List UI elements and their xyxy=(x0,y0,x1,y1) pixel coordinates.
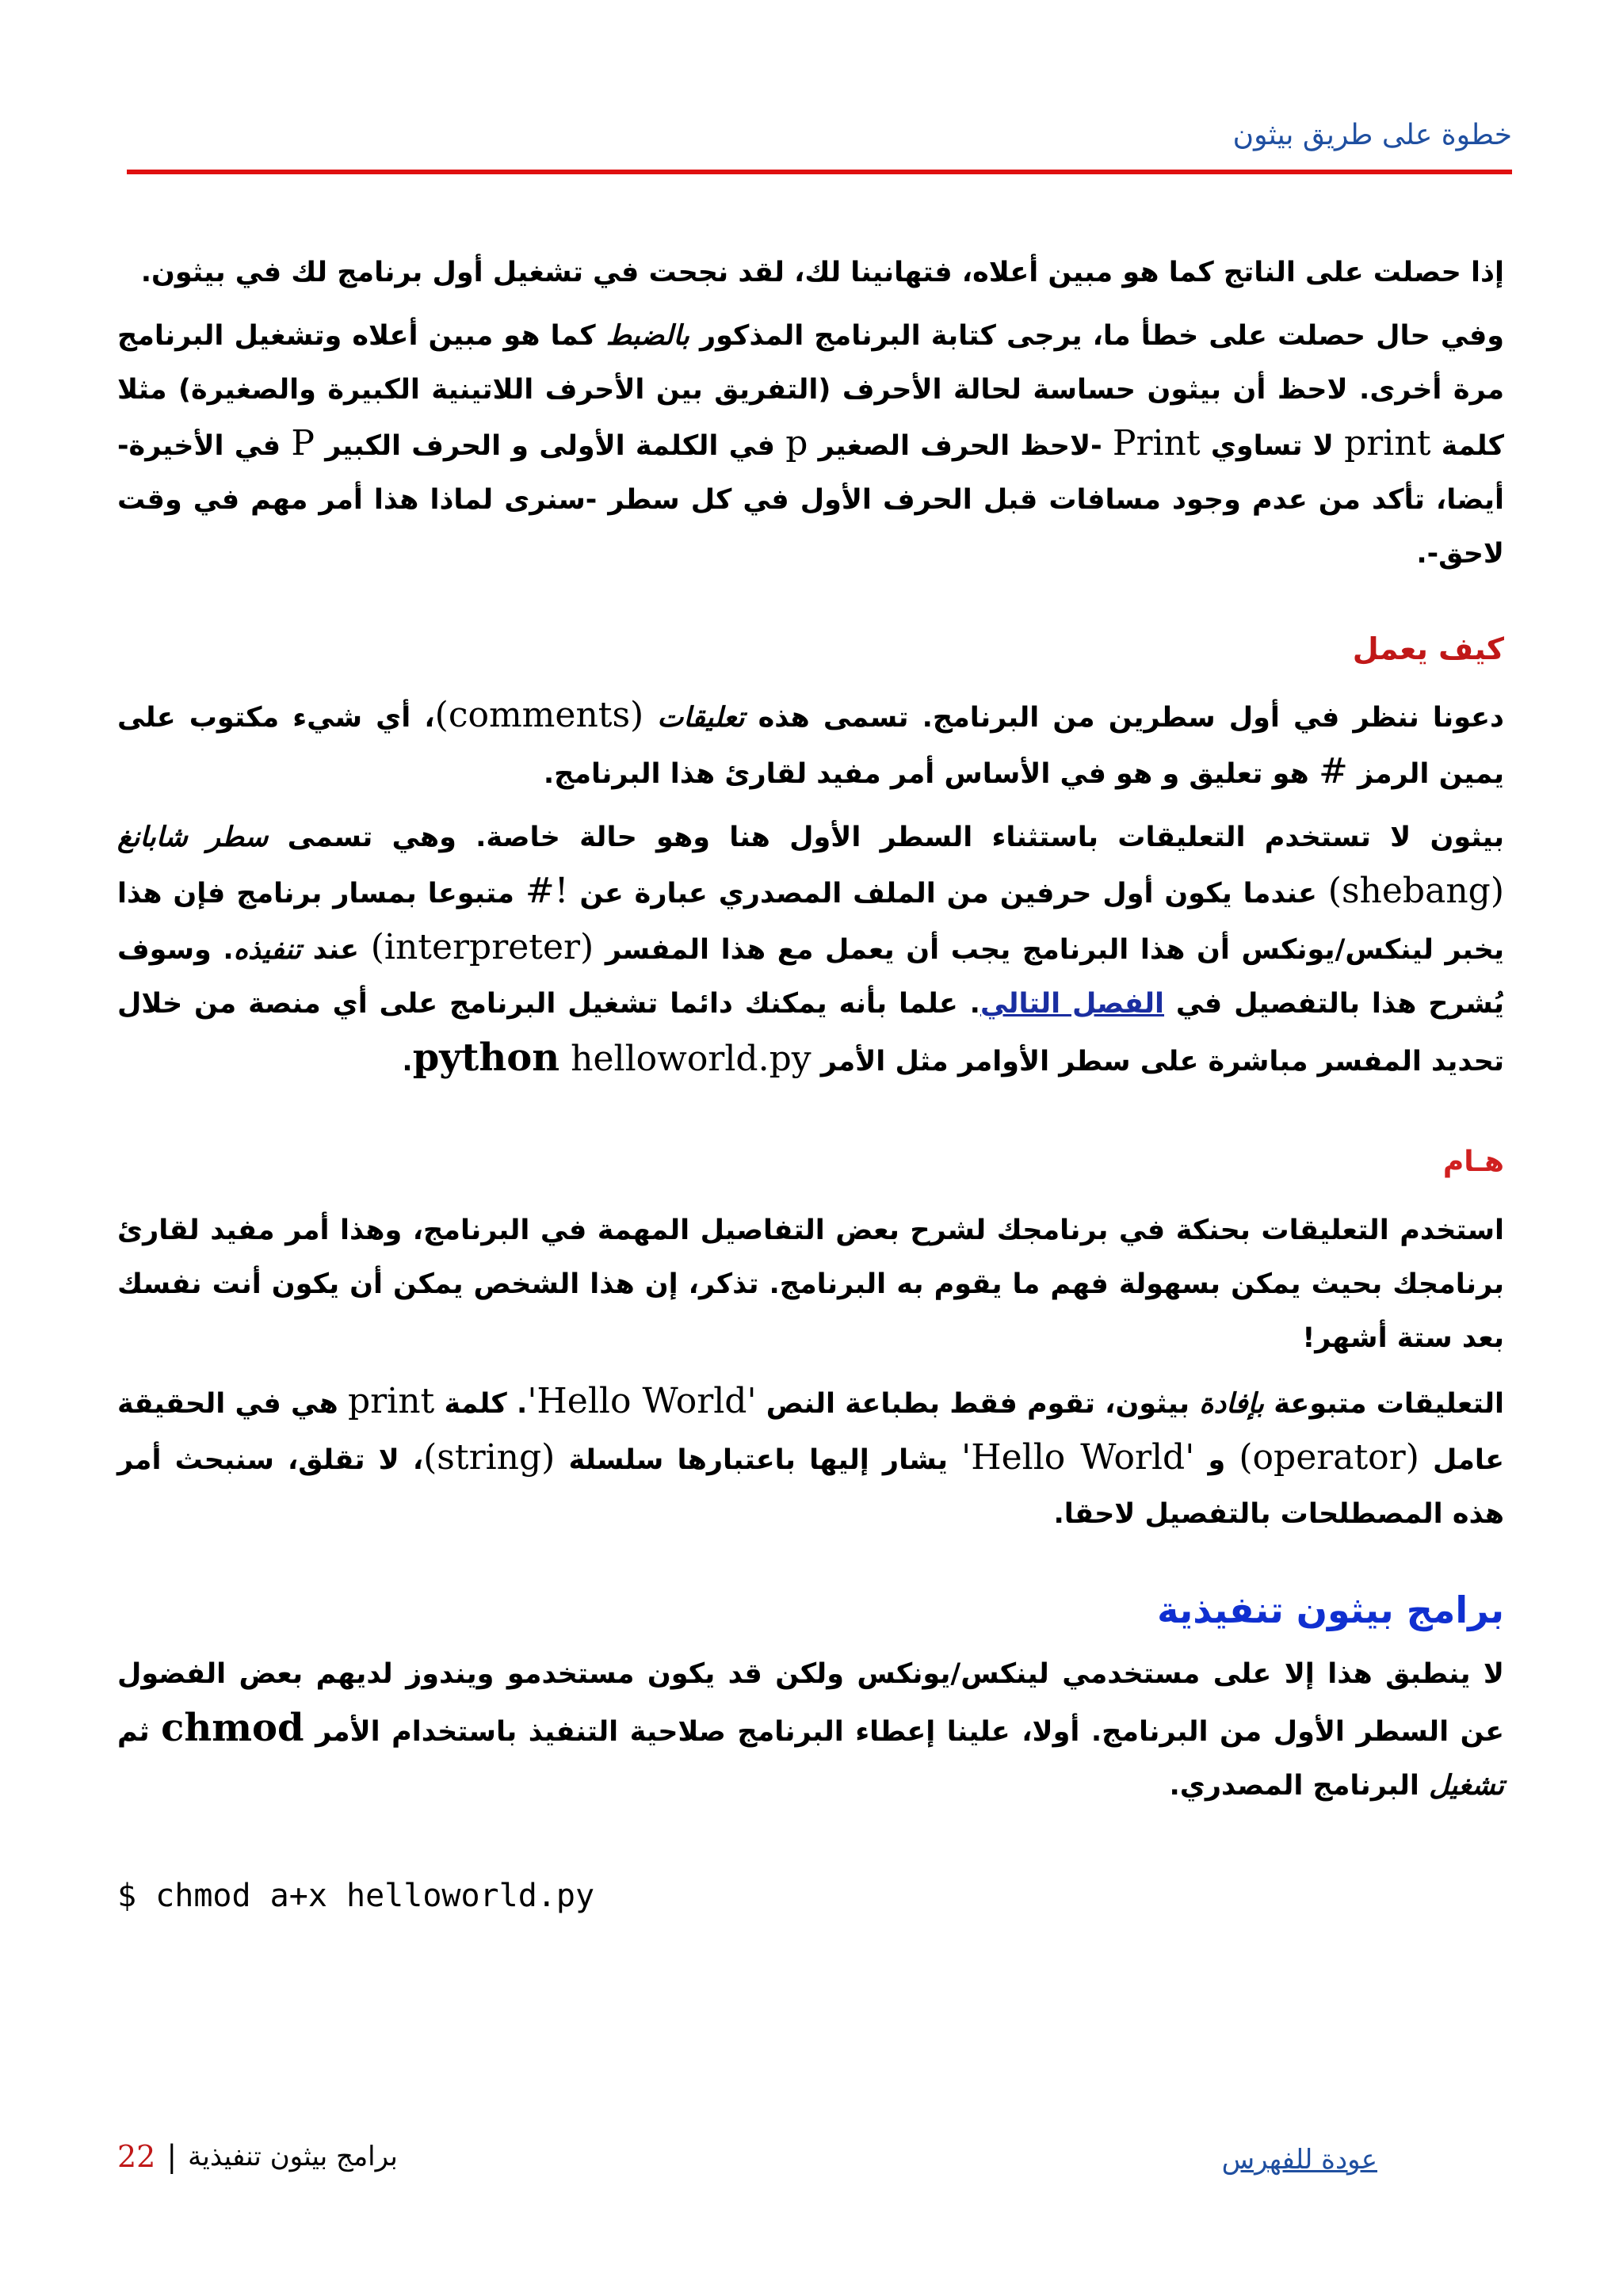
paragraph-print-statement xyxy=(117,1375,1504,1541)
emphasis-text: بإفادة xyxy=(1199,1388,1264,1420)
paragraph-comments xyxy=(117,688,1504,801)
page-content xyxy=(117,246,1504,1914)
emphasis-text: بالضبط xyxy=(605,320,689,352)
paragraph-shebang xyxy=(117,810,1504,1089)
text-run: عندما يكون أول حرفين من الملف المصدري عبارة عن xyxy=(568,878,1328,910)
command-name: python xyxy=(412,1035,560,1080)
code-term: print xyxy=(1344,423,1431,463)
code-term: # xyxy=(1319,751,1348,791)
emphasis-text: سطر شابانغ xyxy=(117,822,269,853)
code-term: chmod xyxy=(161,1706,304,1750)
text-run: في الأخيرة- أيضا، تأكد من عدم وجود مسافات قبل الحرف الأول في كل سطر -سنرى لماذا هذا أمر مهم في وقت لاحق-. xyxy=(117,430,1504,570)
text-run: البرنامج المصدري. xyxy=(1169,1770,1430,1802)
code-block: $ chmod a+x helloworld.py xyxy=(117,1878,595,1914)
text-run: -لاحظ الحرف الصغير xyxy=(808,430,1113,462)
text-run: . علما بأنه يمكنك دائما تشغيل البرنامج على أي منصة من خلال تحديد المفسر مباشرة على سطر الأوامر مثل الأمر xyxy=(117,988,1504,1077)
text-run: . xyxy=(402,1046,413,1077)
code-term: 'Hello World' xyxy=(961,1437,1195,1478)
paragraph-success: إذا حصلت على الناتج كما هو مبين أعلاه، فتهانينا لك، لقد نجحت في تشغيل أول برنامج لك في بيثون. xyxy=(140,257,1504,288)
footer-chapter-info xyxy=(117,2139,398,2174)
paragraph-error-case xyxy=(117,309,1504,581)
footer-separator: | xyxy=(166,2139,178,2174)
text-run: بيثون، تقوم فقط بطباعة النص xyxy=(756,1388,1200,1420)
emphasis-text: تشغيل xyxy=(1429,1770,1504,1802)
code-term: print xyxy=(347,1381,435,1421)
code-term: (operator) xyxy=(1239,1437,1419,1478)
code-term: 'Hello World' xyxy=(527,1381,757,1421)
text-run: التعليقات متبوعة xyxy=(1263,1388,1504,1420)
text-run: يشار إليها باعتبارها سلسلة xyxy=(555,1444,962,1476)
emphasis-text: تعليقات xyxy=(657,702,745,734)
text-run: متبوعا بمسار برنامج فإن هذا يخبر لينكس/يونكس أن هذا البرنامج يجب أن يعمل مع هذا المفسر xyxy=(117,878,1504,966)
text-run: . كلمة xyxy=(434,1388,528,1420)
code-term: (shebang) xyxy=(1327,871,1504,911)
section-heading-executable: برامج بيثون تنفيذية xyxy=(1157,1589,1504,1631)
text-run: عند xyxy=(301,934,371,966)
code-term: Print xyxy=(1112,423,1201,463)
text-run: . وسوف يُشرح هذا بالتفصيل في xyxy=(117,934,1504,1020)
header-title: خطوة على طريق بيثون xyxy=(1232,119,1512,151)
text-run: لا ينطبق هذا إلا على مستخدمي لينكس/يونكس ولكن قد يكون مستخدمو ويندوز لديهم بعض الفضول عن السطر الأول من البرنامج. أولا، علينا إعطاء البرنامج صلاحية التنفيذ باستخدام الأمر xyxy=(117,1658,1504,1748)
text-run: دعونا ننظر في أول سطرين من البرنامج. تسمى هذه xyxy=(744,702,1505,734)
text-run: هو تعليق و هو في الأساس أمر مفيد لقارئ هذا البرنامج. xyxy=(543,758,1319,790)
page-number: 22 xyxy=(117,2139,156,2174)
text-run: ، لا تقلق، سنبحث أمر هذه المصطلحات بالتفصيل لاحقا. xyxy=(117,1444,1504,1530)
text-run: في الكلمة الأولى و الحرف الكبير xyxy=(314,430,786,462)
section-heading-how-it-works: كيف يعمل xyxy=(1352,631,1504,666)
text-run: ثم xyxy=(117,1716,162,1748)
header-divider xyxy=(127,170,1512,174)
footer-chapter-title: برامج بيثون تنفيذية xyxy=(188,2141,398,2172)
text-run: ، أي شيء مكتوب على يمين الرمز xyxy=(117,702,1504,790)
text-run: بيثون لا تستخدم التعليقات باستثناء السطر الأول هنا وهو حالة خاصة. وهي تسمى xyxy=(268,822,1504,853)
code-term: (comments) xyxy=(434,695,644,735)
back-to-index-link[interactable]: عودة للفهرس xyxy=(1221,2144,1377,2176)
command-example xyxy=(412,1035,812,1080)
emphasis-text: تنفيذه xyxy=(233,934,301,966)
code-term: (interpreter) xyxy=(370,927,594,967)
next-chapter-link[interactable]: الفصل التالي xyxy=(980,988,1165,1020)
text-run: هي في الحقيقة عامل xyxy=(117,1388,1504,1476)
text-run: كما هو مبين أعلاه وتشغيل البرنامج مرة أخرى. لاحظ أن بيثون حساسة لحالة الأحرف (التفريق بين الأحرف اللاتينية الكبيرة والصغيرة) مثلا كلمة xyxy=(117,320,1504,462)
code-term: #! xyxy=(525,871,569,911)
paragraph-chmod xyxy=(117,1647,1504,1813)
code-term: (string) xyxy=(423,1437,556,1478)
text-run: وفي حال حصلت على خطأ ما، يرجى كتابة البرنامج المذكور xyxy=(689,320,1504,352)
code-term: p xyxy=(785,423,808,463)
paragraph-important-note: استخدم التعليقات بحنكة في برنامجك لشرح بعض التفاصيل المهمة في البرنامج، وهذا أمر مفيد لقارئ برنامجك بحيث يمكن بسهولة فهم ما يقوم به البرنامج. تذكر، إن هذا الشخص يمكن أن يكون أنت نفسك بعد ستة أشهر! xyxy=(117,1215,1504,1354)
text-run: لا تساوي xyxy=(1200,430,1345,462)
command-args: helloworld.py xyxy=(559,1039,812,1079)
note-heading: هـام xyxy=(1442,1146,1504,1178)
text-run: و xyxy=(1194,1444,1239,1476)
code-term: P xyxy=(291,423,315,463)
